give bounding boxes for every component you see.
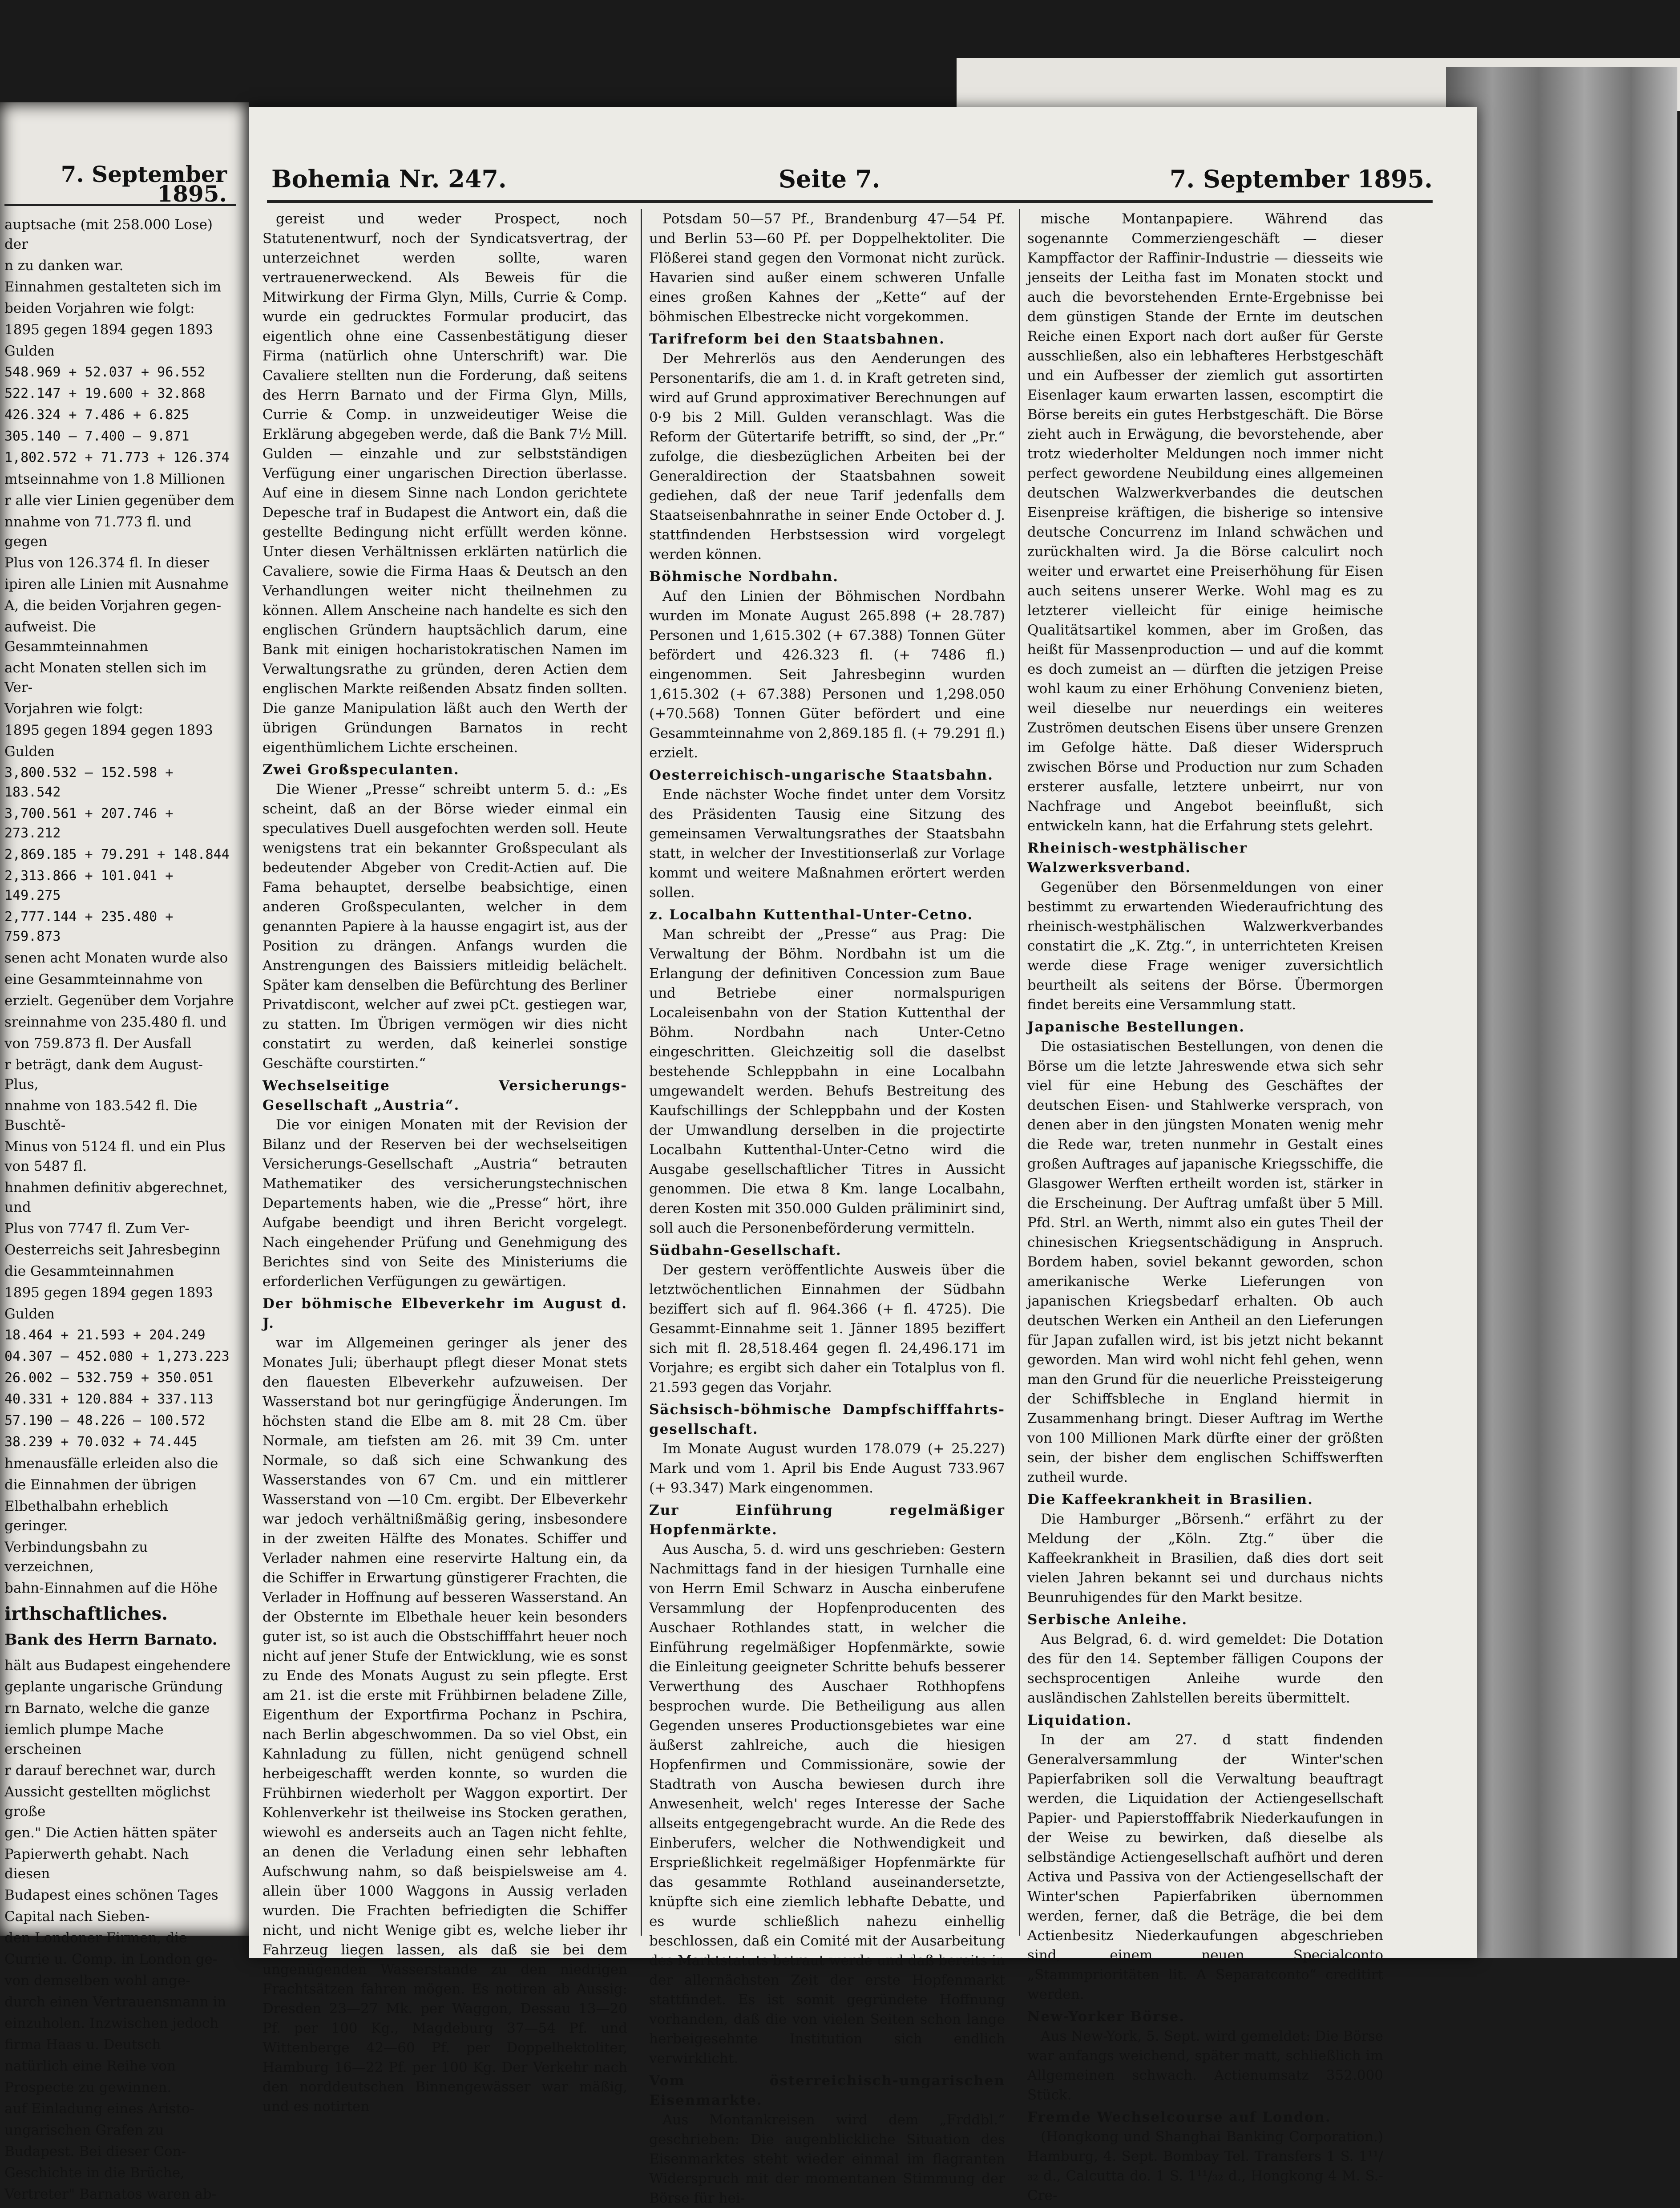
page-header	[267, 160, 1433, 203]
left-page-line: auf Einladung eines Aristo-	[4, 2101, 195, 2117]
article-heading: Serbische Anleihe.	[1027, 1612, 1188, 1628]
left-page-line: 3,700.561 + 207.746 + 273.212	[4, 806, 174, 841]
left-page-line: 04.307 — 452.080 + 1,273.223	[4, 1349, 230, 1364]
left-page-line: Capital nach Sieben-	[4, 1909, 150, 1925]
left-page-line: Verbindungsbahn zu verzeichnen,	[4, 1539, 148, 1575]
left-page-line: den Londoner Firmen, die	[4, 1930, 187, 1946]
left-page-column	[4, 161, 236, 2202]
left-page-line: Oesterreichs seit Jahresbeginn	[4, 1242, 221, 1258]
left-page-lines	[4, 215, 236, 1598]
article-paragraph: Die Hamburger „Börsenh.“ erfährt zu der Meldung der „Köln. Ztg.“ über die Kaffeekrankheit in Brasilien, daß dies dort seit vielen Jahren bekannt sei und durchaus nichts Beunruhigendes für den Markt besitze.	[1027, 1511, 1383, 1605]
article-heading: Der böhmische Elbeverkehr im August d. J.	[262, 1296, 627, 1331]
left-page-line: durch einen Vertrauensmann in	[4, 1994, 226, 2010]
article-heading: Zur Einführung regelmäßiger Hopfenmärkte.	[649, 1502, 1005, 1538]
article-heading: z. Localbahn Kuttenthal-Unter-Cetno.	[649, 907, 973, 923]
article-paragraph: Die ostasiatischen Bestellungen, von denen die Börse um die letzte Jahreswende etwa sich sehr viel für eine Hebung des Geschäftes der deutschen Eisen- und Stahlwerke versprach, von denen aber in den jüngsten Monaten wenig mehr die Rede war, treten nunmehr in Gestalt eines großen Auftrages auf japanische Kriegsschiffe, die Glasgower Werften ertheilt worden ist, stärker in die Erscheinung. Der Auftrag umfaßt über 5 Mill. Pfd. Strl. an Werth, nimmt also ein gutes Theil der chinesischen Kriegsentschädigung in Anspruch. Bordem haben, soviel bekannt geworden, schon amerikanische Werke Lieferungen von japanischen Kriegsbedarf erhalten. Ob auch deutschen Werken ein Antheil an den Lieferungen für Japan zufallen wird, ist bis jetzt nicht bekannt geworden. Man wird wohl nicht fehl gehen, wenn man den Grund für die neuerliche Preissteigerung der Schiffsbleche in England hiermit in Zusammenhang bringt. Dieser Auftrag im Werthe von 100 Millionen Mark dürfte einer der größten sein, der bisher dem englischen Schiffswerften zutheil wurde.	[1027, 1039, 1383, 1485]
left-page-subsection-title: Bank des Herrn Barnato.	[4, 1631, 218, 1649]
left-page-line: 305.140 — 7.400 — 9.871	[4, 429, 190, 444]
left-page-line: beiden Vorjahren wie folgt:	[4, 300, 195, 316]
article-paragraph: Man schreibt der „Presse“ aus Prag: Die Verwaltung der Böhm. Nordbahn ist um die Erlangung der definitiven Concession zum Baue und Betriebe einer normalspurigen Localeisenbahn von der Station Kuttenthal der Böhm. Nordbahn nach Unter-Cetno eingeschritten. Gleichzeitig soll die daselbst bestehende Schleppbahn in eine Localbahn umgewandelt werden. Behufs Bestreitung des Kaufschillings der Schleppbahn und der Kosten der Umwandlung derselben in die projectirte Localbahn Kuttenthal-Unter-Cetno wird die Ausgabe gesellschaftlicher Titres in Aussicht genommen. Die etwa 8 Km. lange Localbahn, deren Kosten mit 350.000 Gulden präliminirt sind, soll auch die Personenbeförderung vermitteln.	[649, 926, 1005, 1236]
left-page-line: die Einnahmen der übrigen	[4, 1477, 197, 1493]
left-page-line: senen acht Monaten wurde also	[4, 950, 228, 966]
page-number: Seite 7.	[779, 165, 880, 193]
left-page-line: aufweist. Die Gesammteinnahmen	[4, 619, 149, 655]
left-page-line: Gulden	[4, 343, 55, 359]
left-page-line: von demselben wohl ange-	[4, 1973, 190, 1989]
article-heading: Wechselseitige Versicherungs-Gesellschaft „Austria“.	[262, 1078, 627, 1113]
left-page-line: auptsache (mit 258.000 Lose) der	[4, 217, 213, 252]
left-page-line: 18.464 + 21.593 + 204.249	[4, 1327, 206, 1343]
column-2	[641, 209, 1005, 2206]
left-page-line: 1,802.572 + 71.773 + 126.374	[4, 450, 230, 465]
left-page-line: Einnahmen gestalteten sich im	[4, 279, 222, 295]
left-page-line: Minus von 5124 fl. und ein Plus von 5487 fl.	[4, 1139, 226, 1174]
left-page	[0, 102, 249, 2202]
left-page-line: Aussicht gestellten möglichst große	[4, 1784, 210, 1820]
left-page-line: von 759.873 fl. Der Ausfall	[4, 1035, 192, 1051]
article-paragraph: Aus Montankreisen wird dem „Frddbl.“ geschrieben: Die augenblickliche Situation des Eisenmarktes steht wieder einmal im flagranten Widerspruch mit der momentanen Stimmung der Börse für hei-	[649, 2112, 1005, 2206]
left-page-line: erzielt. Gegenüber dem Vorjahre	[4, 993, 234, 1009]
left-page-line: gen." Die Actien hätten später	[4, 1825, 217, 1841]
left-page-line: 1895 gegen 1894 gegen 1893	[4, 722, 213, 738]
left-page-line: die Gesammteinnahmen	[4, 1263, 174, 1279]
left-page-line: 2,313.866 + 101.041 + 149.275	[4, 868, 174, 903]
left-page-line: natürlich eine Reihe von	[4, 2058, 176, 2074]
left-page-line: 1895 gegen 1894 gegen 1893	[4, 322, 213, 338]
article-paragraph: war im Allgemeinen geringer als jener des Monates Juli; überhaupt pflegt dieser Monat stets den flauesten Elbeverkehr aufzuweisen. Der Wasserstand bot nur geringfügige Änderungen. Im höchsten stand die Elbe am 8. mit 28 Cm. über Normale, am tiefsten am 26. mit 39 Cm. unter Normale, so daß sich eine Schwankung des Wasserstandes von 67 Cm. und ein mittlerer Wasserstand von —10 Cm. ergibt. Der Elbeverkehr war jedoch verhältnißmäßig gering, insbesondere in der zweiten Hälfte des Monates. Schiffer und Verlader nahmen eine reservirte Haltung ein, da die Schiffer in Erwartung günstigerer Frachten, die Verlader in Hoffnung auf besseren Wasserstand. An der Obsternte im Elbethale heuer kein besonders guter ist, so ist auch die Obstschifffahrt heuer noch nicht auf jener Stufe der Entwicklung, wie es sonst zu Ende des Monats August zu sein pflegte. Erst am 21. ist die erste mit Frühbirnen beladene Zille, Eigenthum der Exportfirma Pochanz in Pschira, nach Berlin abgeschwommen. Da so viel Obst, ein Kahnladung zu füllen, nicht genügend schnell herbeigeschafft werden konnte, so wurden die Frühbirnen wiederholt per Waggon exportirt. Der Kohlenverkehr ist theilweise ins Stocken gerathen, wiewohl es anderseits auch an Tagen nicht fehlte, an denen die Verladung einen sehr lebhaften Aufschwung nahm, so daß beispielsweise am 4. allein über 1000 Waggons in Aussig verladen wurden. Die Frachten befriedigten die Schiffer nicht, und nicht Wenige gibt es, welche lieber ihr Fahrzeug liegen lassen, als daß sie bei dem ungenügenden Wasserstande zu den niedrigen Frachtsätzen fahren mögen. Es notiren ab Aussig: Dresden 23—27 Mk. per Waggon, Dessau 13—20 Pf. per 100 Kg., Magdeburg 37—54 Pf. und Wittenberge 42—60 Pf. per Doppelhektoliter, Hamburg 16—22 Pf. per 100 Kg. Der Verkehr nach den norddeutschen Binnengewässer war mäßig, und es notirten	[262, 1335, 627, 2115]
column-3	[1019, 209, 1383, 2204]
left-page-line: Currie u. Comp. in London ge-	[4, 1951, 218, 1967]
article-heading: Südbahn-Gesellschaft.	[649, 1242, 842, 1258]
left-page-line: 2,869.185 + 79.291 + 148.844	[4, 847, 230, 862]
masthead: Bohemia Nr. 247.	[271, 165, 507, 193]
left-page-line: r beträgt, dank dem August-Plus,	[4, 1057, 203, 1092]
left-page-line: mtseinnahme von 1.8 Millionen	[4, 471, 225, 487]
left-page-line: Budapest eines schönen Tages	[4, 1887, 218, 1903]
article-heading: Oesterreichisch-ungarische Staatsbahn.	[649, 767, 993, 783]
left-page-line: r darauf berechnet war, durch	[4, 1763, 216, 1779]
left-page-line: hält aus Budapest eingehendere	[4, 1658, 231, 1674]
article-paragraph: Die vor einigen Monaten mit der Revision der Bilanz und der Reserven bei der wechselseitigen Versicherungs-Gesellschaft „Austria“ betrauten Mathematiker des versicherungstechnischen Departements haben, wie die „Presse“ hört, ihre Aufgabe beendigt und ihren Bericht vorgelegt. Nach eingehender Prüfung und Genehmigung des Berichtes sind von Seite des Ministeriums die erforderlichen Verfügungen zu gewärtigen.	[262, 1117, 627, 1290]
main-page	[249, 107, 1477, 2206]
article-paragraph: Der Mehrerlös aus den Aenderungen des Personentarifs, die am 1. d. in Kraft getreten sind, wird auf Grund approximativer Berechnungen auf 0·9 bis 2 Mill. Gulden veranschlagt. Was die Reform der Gütertarife betrifft, so sind, der „Pr.“ zufolge, die diesbezüglichen Arbeiten bei der Generaldirection der Staatsbahnen soweit gediehen, daß der neue Tarif jedenfalls dem Staatseisenbahnrathe in seiner Ende October d. J. stattfindenden Herbstsession wird vorgelegt werden können.	[649, 351, 1005, 562]
left-page-line: 2,777.144 + 235.480 + 759.873	[4, 909, 174, 944]
article-heading: Vom österreichisch-ungarischen Eisenmarkte.	[649, 2073, 1005, 2108]
article-heading: Sächsisch-böhmische Dampfschifffahrts-gesellschaft.	[649, 1402, 1005, 1437]
left-page-line: Budapest. Bei dieser Con-	[4, 2143, 186, 2159]
left-page-line: hnahmen definitiv abgerechnet, und	[4, 1180, 228, 1215]
left-page-line: r alle vier Linien gegenüber dem	[4, 493, 234, 509]
left-page-line: Geschichte in die Brüche,	[4, 2165, 185, 2181]
article-paragraph: Im Monate August wurden 178.079 (+ 25.227) Mark und vom 1. April bis Ende August 733.967 (+ 93.347) Mark eingenommen.	[649, 1441, 1005, 1496]
left-page-line: 522.147 + 19.600 + 32.868	[4, 386, 206, 401]
left-page-line: n zu danken war.	[4, 258, 124, 274]
left-page-line: nnahme von 183.542 fl. Die Buschtě-	[4, 1098, 198, 1133]
left-page-line: geplante ungarische Gründung	[4, 1679, 223, 1695]
left-page-line: 38.239 + 70.032 + 74.445	[4, 1434, 198, 1450]
left-page-line: Plus von 7747 fl. Zum Ver-	[4, 1221, 190, 1237]
left-page-date: 7. September 1895.	[4, 165, 236, 206]
left-page-line: Gulden	[4, 744, 55, 760]
article-paragraph: Potsdam 50—57 Pf., Brandenburg 47—54 Pf. und Berlin 53—60 Pf. per Doppelhektoliter. Die Flößerei stand gegen den Vormonat nicht zurück. Havarien sind außer einem schweren Unfalle eines großen Kahnes der „Kette“ auf der böhmischen Elbestrecke nicht vorgekommen.	[649, 211, 1005, 325]
article-heading: Fremde Wechselcourse auf London.	[1027, 2109, 1331, 2125]
article-paragraph: Die Wiener „Presse“ schreibt unterm 5. d.: „Es scheint, daß an der Börse wieder einmal ein speculatives Duell ausgefochten werden soll. Heute wenigstens trat ein bekannter Großspeculant als bedeutender Abgeber von Credit-Actien auf. Die Fama behauptet, derselbe beabsichtige, einen anderen Großspeculanten, welcher in dem genannten Papiere à la hausse engagirt ist, aus der Position zu drängen. Anfangs wurden die Anstrengungen des Baissiers mitleidig belächelt. Später kam denselben die Befürchtung des Berliner Privatdiscont, welcher auf zwei pCt. gestiegen war, zu statten. Im Übrigen vermögen wir dies nicht constatirt zu werden, daß keinerlei sonstige Geschäfte courstirten.“	[262, 781, 627, 1072]
left-page-line: A, die beiden Vorjahren gegen-	[4, 598, 222, 614]
article-paragraph: Aus New-York, 5. Sept. wird gemeldet: Die Börse war anfangs weichend, später matt, schließlich im Allgemeinen schwach. Actienumsatz 352.000 Stück.	[1027, 2028, 1383, 2103]
left-page-line: Vorjahren wie folgt:	[4, 701, 143, 717]
article-paragraph: gereist und weder Prospect, noch Statutenentwurf, noch der Syndicatsvertrag, der unterzeichnet werden sollte, waren vertrauenerweckend. Als Beweis für die Mitwirkung der Firma Glyn, Mills, Currie & Comp. wurde ein gedrucktes Formular producirt, das eigentlich ohne eine Cassenbestätigung dieser Firma (natürlich ohne Unterschrift) war. Die Cavaliere stellten nun die Forderung, daß seitens des Herrn Barnato und der Firma Glyn, Mills, Currie & Comp. in unzweideutiger Weise die Erklärung abgegeben werde, daß die Bank 7½ Mill. Gulden — einzahle und zur selbstständigen Verfügung einer ungarischen Direction überlasse. Auf eine in diesem Sinne nach London gerichtete Depesche traf in Budapest die Antwort ein, daß die gestellte Bedingung nicht erfüllt werden könne. Unter diesen Verhältnissen erklärten natürlich die Cavaliere, sowie die Firma Haas & Deutsch an den Verhandlungen weiter nicht theilnehmen zu können. Allem Anscheine nach handelte es sich den englischen Gründern hauptsächlich darum, eine Bank mit einigen hocharistokratischen Namen im Verwaltungsrathe zu gründen, deren Actien dem englischen Markte reißenden Absatz finden sollten. Die ganze Manipulation läßt auch den Werth der übrigen Gründungen Barnatos in recht eigenthümlichem Lichte erscheinen.	[262, 211, 627, 756]
left-page-line: eine Gesammteinnahme von	[4, 971, 203, 987]
article-paragraph: Aus Auscha, 5. d. wird uns geschrieben: Gestern Nachmittags fand in der hiesigen Turnhalle eine von Herrn Emil Schwarz in Auscha einberufene Versammlung der Hopfenproducenten des Auschaer Rothlandes statt, in welcher die Einführung regelmäßiger Hopfenmärkte, sowie die Einleitung geeigneter Schritte behufs besserer Verwerthung des Auschaer Rothhopfens besprochen wurde. Die Betheiligung aus allen Gegenden unseres Productionsgebietes war eine äußerst zahlreiche, auch die hiesigen Hopfenfirmen und Commissionäre, sowie der Stadtrath von Auscha bewiesen durch ihre Anwesenheit, welch' reges Interesse der Sache allseits entgegengebracht wurde. An die Rede des Einberufers, welcher die Nothwendigkeit und Ersprießlichkeit regelmäßiger Hopfenmärkte für das gesammte Rothland auseinandersetzte, knüpfte sich eine ziemlich lebhafte Debatte, und es wurde schließlich nahezu einhellig beschlossen, daß ein Comité mit der Ausarbeitung des Marktstatuts betraut werde und daß bereits in der allernächsten Zeit der erste Hopfenmarkt stattfindet. Es ist somit gegründete Hoffnung vorhanden, daß die von vielen Seiten schon lange herbeigesehnte Institution sich endlich verwirklicht.	[649, 1541, 1005, 2066]
left-page-line: Papierwerth gehabt. Nach diesen	[4, 1846, 189, 1882]
left-page-line: ungarischen Grafen zu	[4, 2122, 164, 2138]
left-page-line: 3,800.532 — 152.598 + 183.542	[4, 765, 174, 800]
left-page-line: 57.190 — 48.226 — 100.572	[4, 1413, 206, 1428]
article-heading: Böhmische Nordbahn.	[649, 569, 839, 585]
article-heading: Liquidation.	[1027, 1712, 1132, 1728]
column-1	[262, 209, 627, 2115]
left-page-line: hmenausfälle erleiden also die	[4, 1456, 218, 1472]
article-paragraph: Gegenüber den Börsenmeldungen von einer bestimmt zu erwartenden Wiederaufrichtung des rheinisch-westphälischen Walzwerkverbandes constatirt die „K. Ztg.“, in unterrichteten Kreisen werde diese Frage weniger zuversichtlich beurtheilt als seitens der Börse. Übermorgen findet bereits eine Versammlung statt.	[1027, 879, 1383, 1013]
left-page-line: acht Monaten stellen sich im Ver-	[4, 660, 207, 696]
left-page-line: sreinnahme von 235.480 fl. und	[4, 1014, 227, 1030]
left-page-line: Prospecte zu gewinnen.	[4, 2079, 172, 2095]
article-heading: Tarifreform bei den Staatsbahnen.	[649, 331, 945, 347]
left-page-line: firma Haas u. Deutsch	[4, 2037, 161, 2053]
left-page-line: iemlich plumpe Mache erscheinen	[4, 1722, 164, 1757]
left-page-line: einzuholen. Inzwischen jedoch	[4, 2015, 219, 2031]
article-heading: Zwei Großspeculanten.	[262, 762, 460, 778]
left-page-line: nnahme von 71.773 fl. und gegen	[4, 514, 192, 550]
left-page-line: 548.969 + 52.037 + 96.552	[4, 364, 206, 380]
article-paragraph: Ende nächster Woche findet unter dem Vorsitz des Präsidenten Tausig eine Sitzung des gemeinsamen Verwaltungsrathes der Staatsbahn statt, in welcher der Investitionserlaß zur Vorlage kommt und weitere Maßnahmen erörtert werden sollen.	[649, 787, 1005, 901]
left-page-line: 1895 gegen 1894 gegen 1893	[4, 1285, 213, 1301]
left-page-line: rn Barnato, welche die ganze	[4, 1700, 210, 1716]
article-heading: New-Yorker Börse.	[1027, 2009, 1185, 2025]
left-page-line: 26.002 — 532.759 + 350.051	[4, 1370, 214, 1386]
article-paragraph: mische Montanpapiere. Während das sogenannte Commerziengeschäft — dieser Kampffactor der Raffinir-Industrie — diesseits wie jenseits der Leitha fast im Monaten stockt und auch die bevorstehenden Ernte-Ergebnisse bei dem günstigen Stande der Ernte im deutschen Reiche einen Export nach dort außer für Gerste ausschließen, also ein lebhafteres Herbstgeschäft und ein Aufbesser der ziemlich gut assortirten Eisenlager kaum erwarten lassen, escomptirt die Börse bereits ein gutes Herbstgeschäft. Die Börse zieht auch in Erwägung, die bevorstehende, aber trotz wiederholter Meldungen noch immer nicht perfect gewordene Neubildung eines allgemeinen deutschen Walzwerkverbandes die deutschen Eisenpreise kräftigen, die bisherige so intensive deutsche Concurrenz im Inland schwächen und zurückhalten wird. Ja die Börse calculirt noch weiter und erwartet eine Preiserhöhung für Eisen auch seitens unserer Werke. Wohl mag es zu letzterer vielleicht für einige heimische Qualitätsartikel kommen, aber im Großen, das heißt für Massenproduction — und auf die kommt es doch zumeist an — dürften die jetzigen Preise wohl kaum zu einer Erhöhung Convenienz bieten, weil dieselbe nur neuerdings ein weiteres Zuströmen deutschen Eisens über unsere Grenzen im Gefolge hätte. Daß dieser Widerspruch zwischen Börse und Production nur zum Schaden ersterer ausfalle, letztere unbeirrt, nur von Nachfrage und Angebot beeinflußt, sich entwickeln kann, hat die Erfahrung stets gelehrt.	[1027, 211, 1383, 834]
left-page-line: Plus von 126.374 fl. In dieser	[4, 555, 210, 571]
left-page-line: 426.324 + 7.486 + 6.825	[4, 407, 190, 423]
article-heading: Japanische Bestellungen.	[1027, 1019, 1245, 1035]
left-page-line: 40.331 + 120.884 + 337.113	[4, 1391, 214, 1407]
left-page-lines-2	[4, 1656, 236, 2204]
left-page-section-title: irthschaftliches.	[4, 1603, 168, 1624]
page-date: 7. September 1895.	[1169, 165, 1433, 193]
left-page-line: bahn-Einnahmen auf die Höhe	[4, 1580, 218, 1596]
article-paragraph: Der gestern veröffentlichte Ausweis über die letztwöchentlichen Einnahmen der Südbahn beziffert sich auf fl. 964.366 (+ fl. 4725). Die Gesammt-Einnahme seit 1. Jänner 1895 beziffert sich mit fl. 28,518.464 gegen fl. 24,496.171 im Vorjahre; es ergibt sich daher ein Totalplus von fl. 21.593 gegen das Vorjahr.	[649, 1262, 1005, 1395]
left-page-line: Elbethalbahn erheblich geringer.	[4, 1498, 169, 1534]
left-page-line: Gulden	[4, 1306, 55, 1322]
article-heading: Rheinisch-westphälischer Walzwerksverband.	[1027, 840, 1248, 876]
article-paragraph: Auf den Linien der Böhmischen Nordbahn wurden im Monate August 265.898 (+ 28.787) Personen und 1,615.302 (+ 67.388) Tonnen Güter befördert und 426.323 fl. (+ 7486 fl.) eingenommen. Seit Jahresbeginn wurden 1,615.302 (+ 67.388) Personen und 1,298.050 (+70.568) Tonnen Güter befördert und eine Gesammteinnahme von 2,869.185 fl. (+ 79.291 fl.) erzielt.	[649, 588, 1005, 761]
article-paragraph: In der am 27. d statt findenden Generalversammlung der Winter'schen Papierfabriken soll die Verwaltung beauftragt werden, die Liquidation der Actiengesellschaft Papier- und Papierstofffabrik Niederkaufungen in der Weise zu bewirken, daß dieselbe als selbständige Actiengesellschaft aufhört und deren Activa und Passiva von der Actiengesellschaft der Winter'schen Papierfabriken übernommen werden, ferner, daß die Beträge, die bei dem Actienbesitz Niederkaufungen abgeschrieben sind, einem neuen Specialconto „Stammprioritäten lit. A Separatconto“ creditirt werden.	[1027, 1732, 1383, 2002]
article-paragraph: Aus Belgrad, 6. d. wird gemeldet: Die Dotation des für den 14. September fälligen Coupons der sechsprocentigen Anleihe wurde den ausländischen Zahlstellen bereits übermittelt.	[1027, 1631, 1383, 1706]
article-paragraph: (Hongkong und Shanghai Banking Corporation.) Hamburg, 4. Sept. Bombay Tel. Transfers 1 S. 1¹¹/₃₂ d., Calcutta do. 1 S. 1¹¹/₃₂ d., Hongkong 4 M. S.-Cre-	[1027, 2129, 1383, 2204]
book-page-edges	[1446, 67, 1677, 1958]
left-page-line: ipiren alle Linien mit Ausnahme	[4, 576, 229, 592]
left-page-line: Vertreter" Barnatos waren ab-	[4, 2186, 217, 2202]
article-heading: Die Kaffeekrankheit in Brasilien.	[1027, 1492, 1313, 1508]
